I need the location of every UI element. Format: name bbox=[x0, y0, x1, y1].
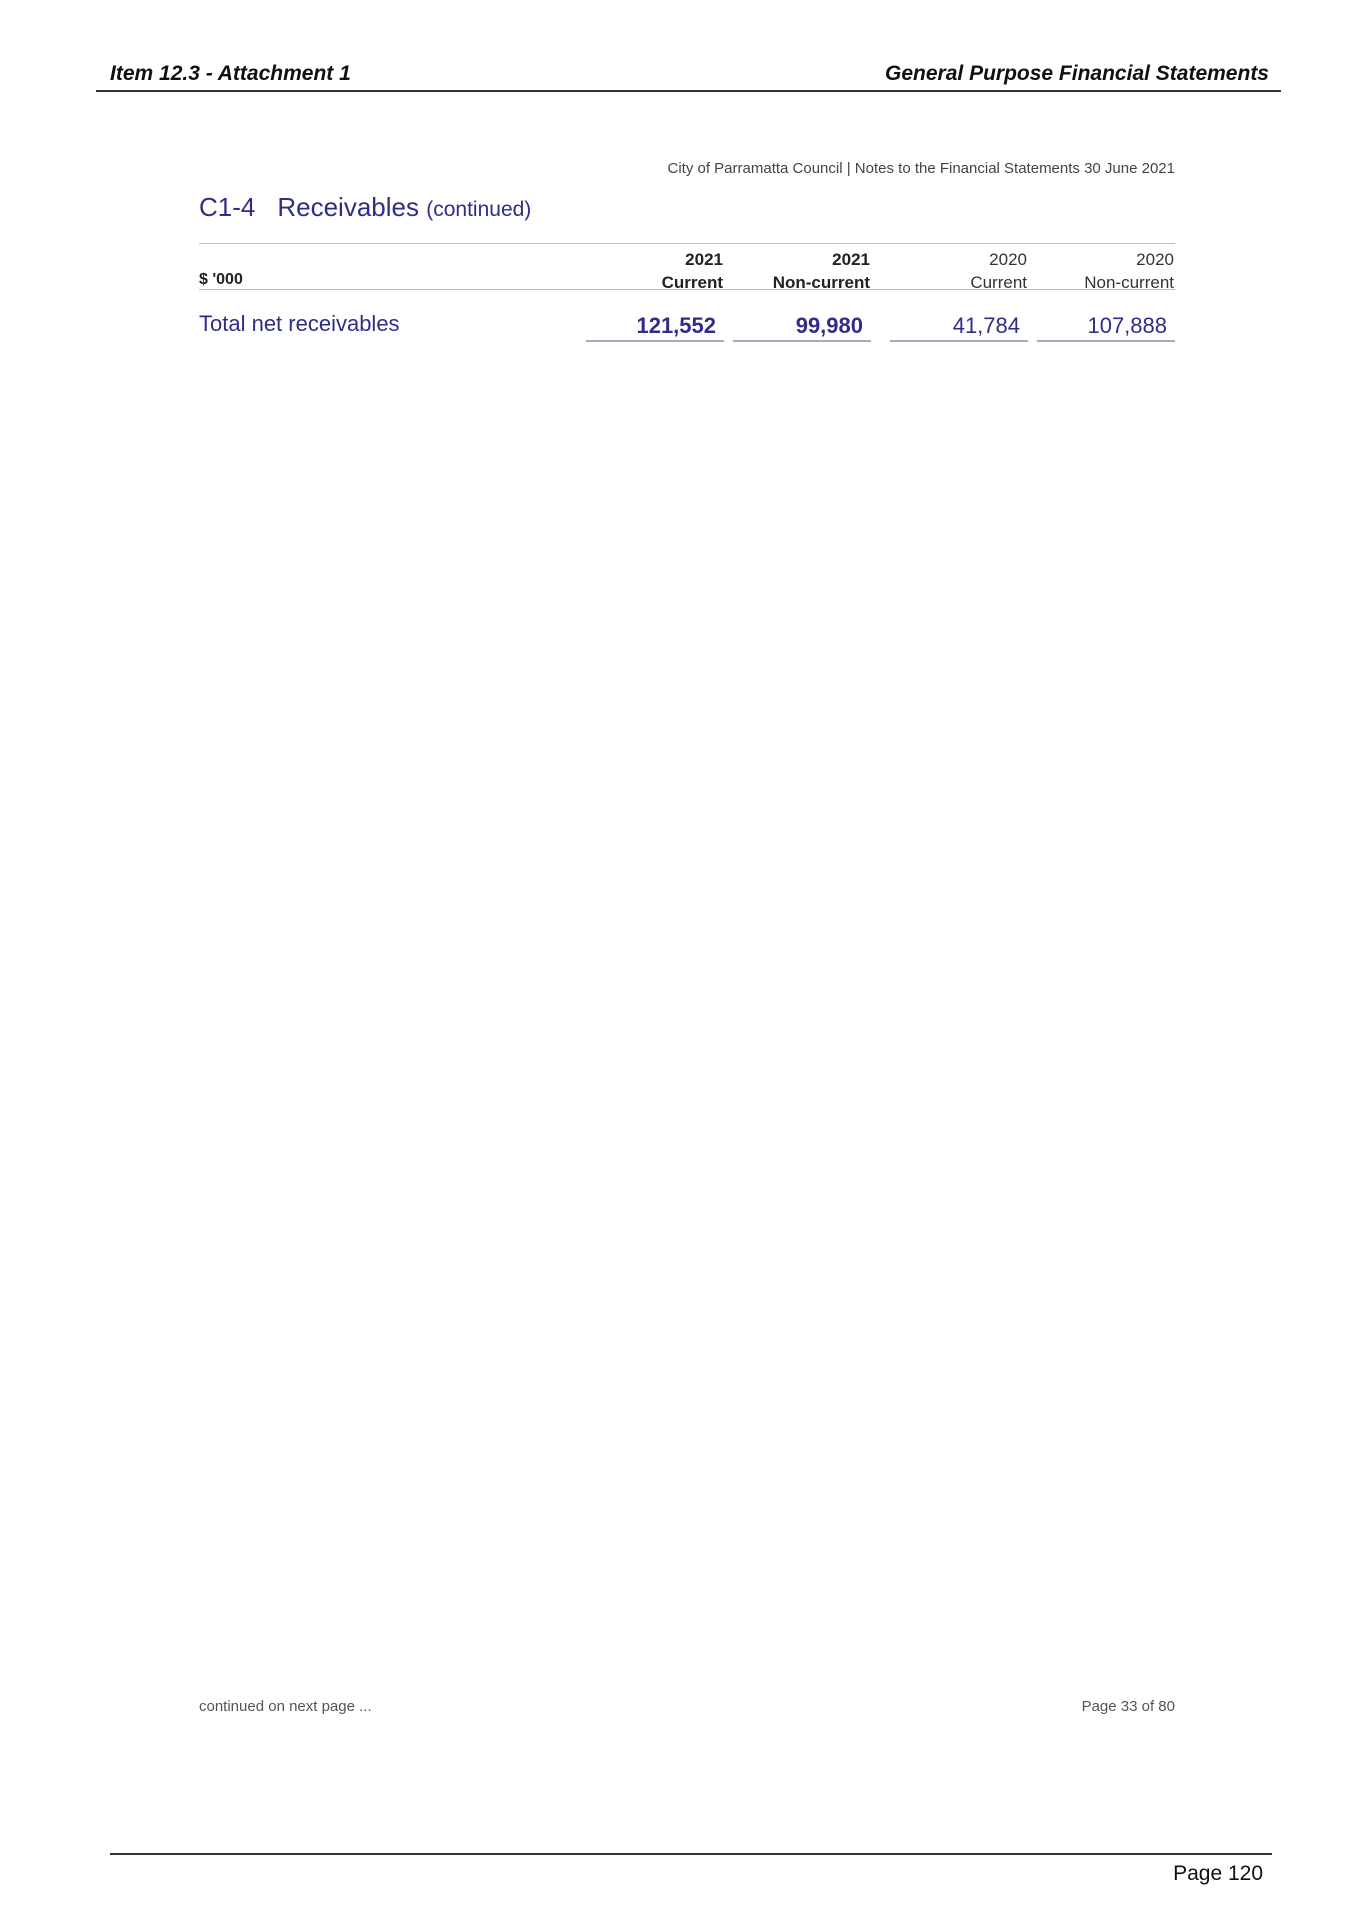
value-underline bbox=[890, 340, 1028, 342]
value-2021-current: 121,552 bbox=[636, 313, 716, 338]
inner-page-indicator: Page 33 of 80 bbox=[1081, 1698, 1175, 1715]
page-number: Page 120 bbox=[1173, 1862, 1263, 1885]
table-top-rule bbox=[199, 243, 1175, 244]
section-qualifier: (continued) bbox=[426, 198, 532, 221]
column-header-2020-non-current bbox=[1034, 248, 1174, 294]
value-underline bbox=[733, 340, 871, 342]
footer-divider bbox=[110, 1853, 1272, 1855]
column-year: 2021 bbox=[685, 250, 723, 269]
section-name: Receivables bbox=[277, 192, 419, 222]
column-type: Non-current bbox=[772, 273, 870, 292]
section-number: C1-4 bbox=[199, 192, 256, 222]
value-2021-non-current: 99,980 bbox=[795, 313, 863, 338]
unit-label: $ '000 bbox=[199, 271, 243, 288]
continued-note: continued on next page ... bbox=[199, 1698, 372, 1715]
document-header: City of Parramatta Council | Notes to the Financial Statements 30 June 2021 bbox=[667, 160, 1175, 177]
column-year: 2020 bbox=[989, 250, 1027, 269]
column-year: 2021 bbox=[832, 250, 870, 269]
column-header-2021-non-current bbox=[730, 248, 870, 294]
item-reference: Item 12.3 - Attachment 1 bbox=[110, 62, 351, 85]
value-underline bbox=[586, 340, 724, 342]
value-2020-current: 41,784 bbox=[952, 313, 1020, 338]
table-header-rule bbox=[199, 289, 1175, 290]
value-2020-non-current: 107,888 bbox=[1087, 313, 1167, 338]
column-year: 2020 bbox=[1136, 250, 1174, 269]
section-title bbox=[199, 192, 531, 223]
column-type: Current bbox=[661, 273, 723, 292]
column-header-2020-current bbox=[887, 248, 1027, 294]
statement-title: General Purpose Financial Statements bbox=[885, 62, 1269, 85]
column-header-2021-current bbox=[583, 248, 723, 294]
header-divider bbox=[96, 90, 1281, 92]
row-label-total-net-receivables: Total net receivables bbox=[199, 311, 400, 336]
value-underline bbox=[1037, 340, 1175, 342]
column-type: Non-current bbox=[1084, 273, 1174, 292]
column-type: Current bbox=[970, 273, 1027, 292]
